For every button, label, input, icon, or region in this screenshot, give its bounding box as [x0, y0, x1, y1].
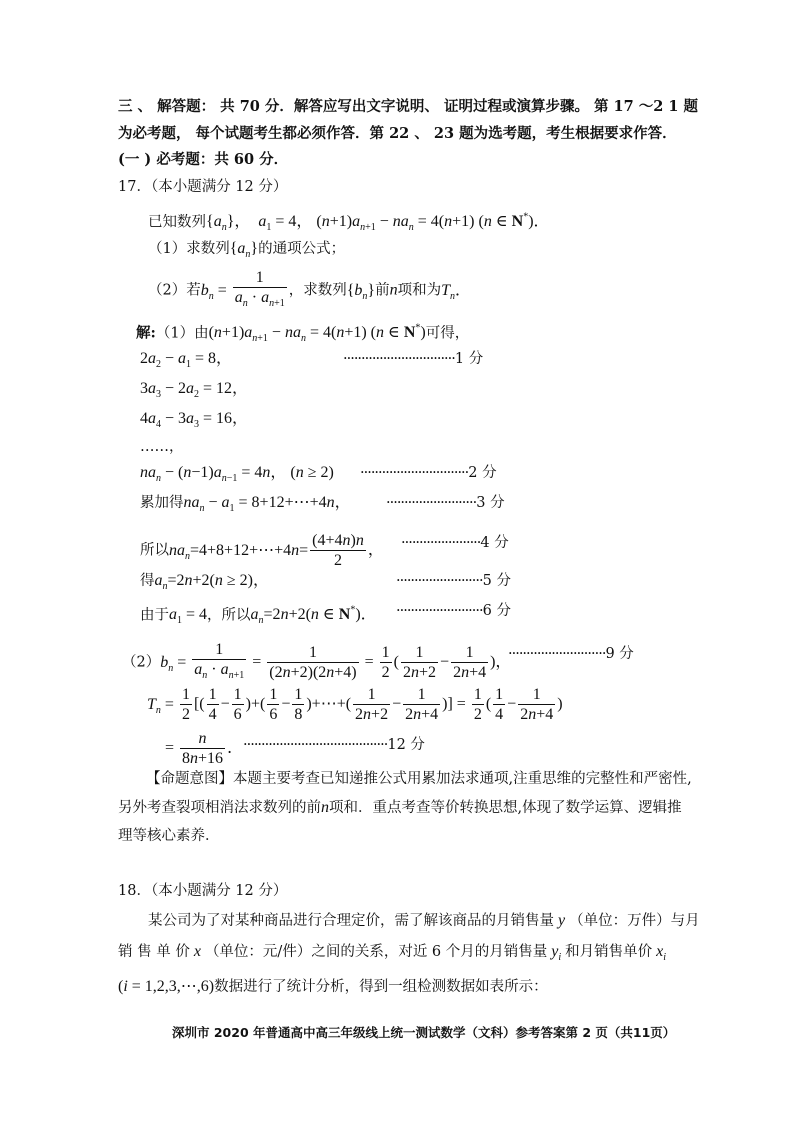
q17-given: 已知数列$\{a_n\}$， $a_1 = 4$， $(n+1)a_{n+1} - na_n = 4(n+1)$ (n ∈ N*)．	[148, 212, 550, 234]
q17-get: 得$a_n=2n+2(n \ge 2)$，	[140, 572, 270, 593]
q17-score-5: ························5 分	[396, 573, 511, 589]
q17-part2-bn: $(2)b_n$ = $\frac{1}{a_n \cdot a_{n+1}}$ = $\frac{1}{(2n+2)(2n+4)}$ = $\frac{1}{2}$ ( $\frac{1}{2n+2}$ − $\frac{1}{2n+4}$ )，	[122, 641, 512, 682]
q17-eq-3: $4a_4 - 3a_3 = 16$，	[140, 410, 249, 431]
q17-score-2: ······························2 分	[360, 465, 497, 481]
page-footer: 深圳市 2020 年普通高中高三年级线上统一测试数学（文科）参考答案第 2 页（共11页）	[172, 1025, 676, 1040]
q17-solution-intro: 解:（1）由$(n+1)a_{n+1} - na_n = 4(n+1)$ (n ∈ N*)可得，	[136, 323, 470, 345]
q17-sum-result: 所以$na_n=4+8+12+\cdots+4n=$ $\frac{(4+4n)n}{2}$ ，	[140, 532, 384, 569]
q17-eq-1: $2a_2 - a_1 = 8$，	[140, 350, 233, 371]
q17-score-12: ········································12 分	[243, 737, 425, 753]
q17-header: 17．（本小题满分 12 分）	[118, 179, 288, 195]
q18-line2: 销 售 单 价 x （单位：元/件）之间的关系，对近 6 个月的月销售量 $y_i$ 和月销售单价 $x_i$	[118, 943, 667, 964]
q17-intent-line1: 【命题意图】本题主要考查已知递推公式用累加法求通项,注重思维的完整性和严密性,	[146, 771, 692, 787]
q17-Tn-result: = $\frac{n}{8n+16}$ ．	[165, 730, 244, 767]
q17-score-3: ·························3 分	[386, 495, 505, 511]
q17-since: 由于$a_1 = 4$，所以$a_n=2n+2(n$ ∈ N*)．	[140, 605, 377, 627]
q18-line1: 某公司为了对某种商品进行合理定价，需了解该商品的月销售量 y （单位：万件）与月	[148, 912, 700, 929]
q17-score-6: ························6 分	[396, 603, 511, 619]
q17-score-4: ······················4 分	[401, 535, 509, 551]
section-heading-line2: 为必考题， 每个试题考生都必须作答．第 22 、 23 题为选考题，考生根据要求作答．	[118, 125, 677, 142]
q17-eq-n: $na_n - (n-1)a_{n-1} = 4n$， (n ≥ 2)	[140, 464, 334, 485]
q17-intent-line3: 理等核心素养．	[118, 828, 220, 844]
q17-Tn: $T_n$ = $\frac{1}{2}$ [( $\frac{1}{4}$ − $\frac{1}{6}$ )+( $\frac{1}{6}$ − $\frac{1}{8}$ )+⋯+( $\frac{1}{2n+2}$ − $\frac{1}{2n+4}$ )] = $\frac{1}{2}$ ( $\frac{1}{4}$ − $\frac{1}{2n+4}$ )	[147, 686, 563, 723]
section-subheading: (一 ) 必考题：共 60 分．	[118, 151, 289, 168]
q17-part2: （2）若$b_n$ = $\frac{1}{a_n \cdot a_{n+1}}$ ，求数列$\{b_n\}$前n项和为$T_n$．	[148, 269, 472, 310]
section-heading: 三 、 解答题： 共 70 分．解答应写出文字说明、 证明过程或演算步骤。 第 17 ～2 1 题	[118, 98, 699, 115]
q18-line3: (i = 1,2,3,⋯,6)数据进行了统计分析，得到一组检测数据如表所示：	[118, 978, 548, 995]
q17-ellipsis: ……，	[140, 439, 184, 455]
q17-accumulate: 累加得$na_n - a_1$ = 8+12+⋯+4n，	[140, 494, 351, 515]
q17-intent-line2: 另外考查裂项相消法求数列的前n项和．重点考查等价转换思想,体现了数学运算、逻辑推	[118, 799, 682, 816]
q17-eq-2: $3a_3 - 2a_2 = 12$，	[140, 380, 249, 401]
q18-header: 18．（本小题满分 12 分）	[118, 883, 288, 899]
q17-score-1: ·······························1 分	[343, 351, 484, 367]
q17-score-9: ···························9 分	[508, 646, 634, 662]
q17-part1: （1）求数列$\{a_n\}$的通项公式；	[148, 240, 346, 261]
